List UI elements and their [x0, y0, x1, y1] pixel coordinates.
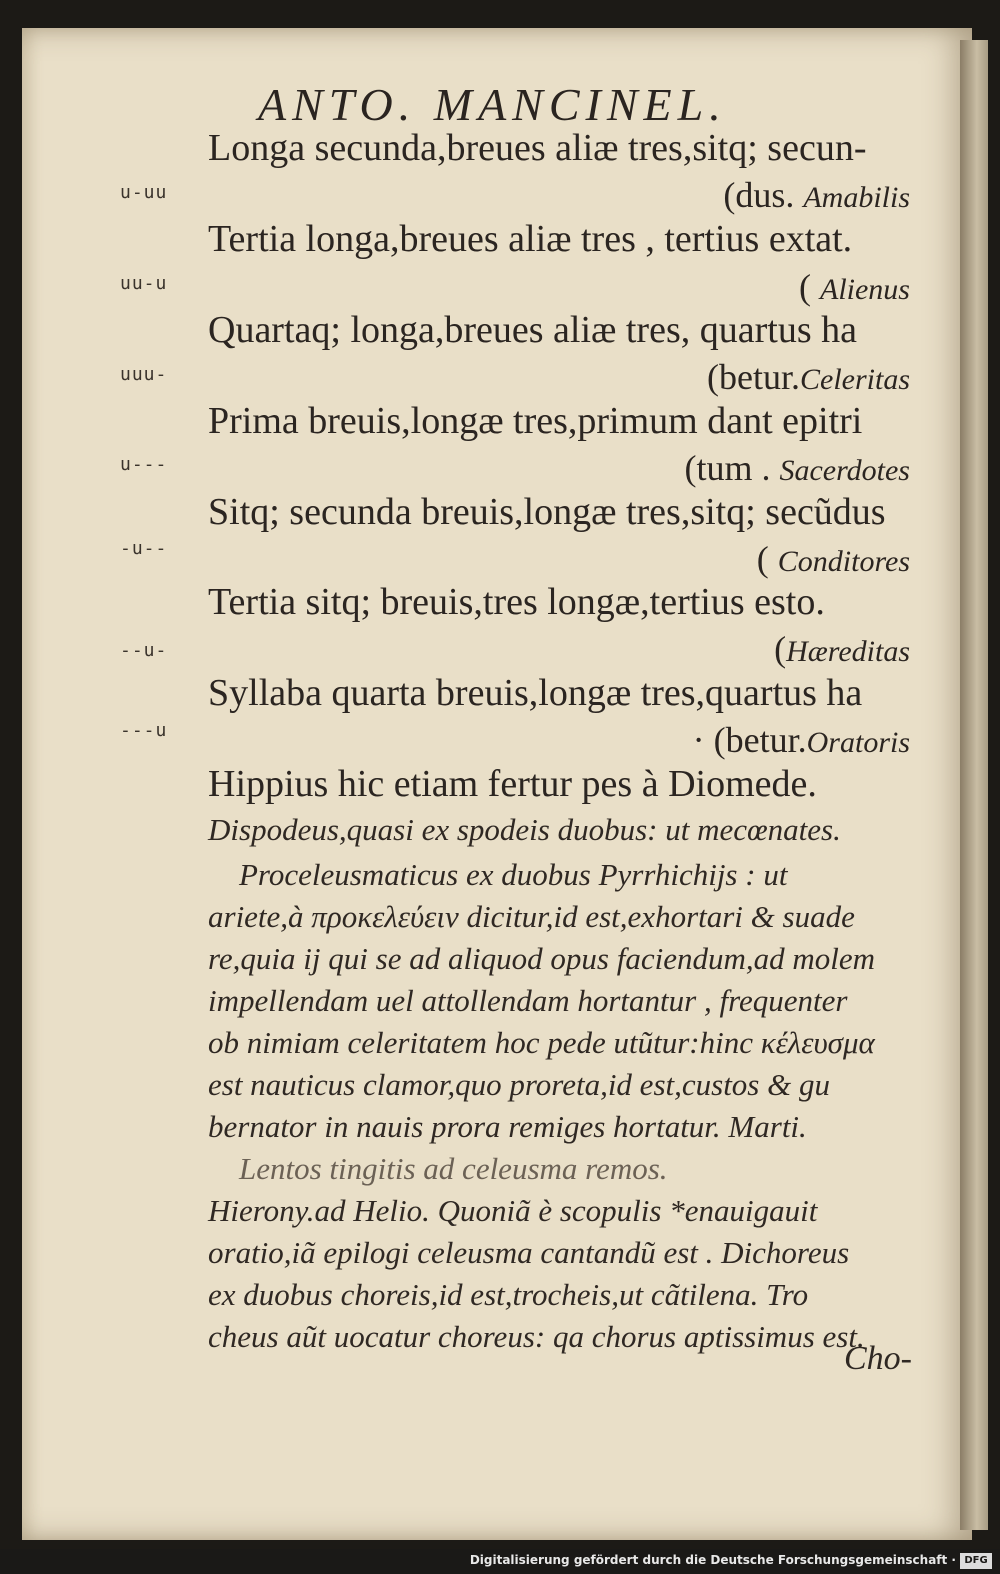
verse-line: Prima breuis,longæ tres,primum dant epitri [208, 400, 863, 442]
dfg-logo-icon: DFG [960, 1553, 992, 1569]
meter-mark: uuu- [120, 364, 168, 385]
commentary-line: ex duobus choreis,id est,trocheis,ut cãtilena. Tro [208, 1277, 809, 1312]
meter-mark: uu-u [120, 273, 168, 294]
example-word: Amabilis [803, 181, 910, 214]
footer-bar [0, 1549, 1000, 1574]
verse-line: Syllaba quarta breuis,longæ tres,quartus ha [208, 672, 863, 714]
commentary-line: Proceleusmaticus ex duobus Pyrrhichijs : ut [208, 857, 788, 892]
commentary-line: est nauticus clamor,quo proreta,id est,custos & gu [208, 1067, 830, 1102]
verse-overflow: (tum . Sacerdotes [684, 448, 910, 488]
example-word: Oratoris [806, 726, 910, 759]
verse-overflow: ( Conditores [756, 539, 910, 579]
commentary-line: Dispodeus,quasi ex spodeis duobus: ut mecœnates. [208, 812, 841, 847]
commentary-line: Hierony.ad Helio. Quoniã è scopulis *enauigauit [208, 1193, 818, 1228]
meter-mark: --u- [120, 640, 168, 661]
verse-overflow: ( Alienus [799, 267, 910, 307]
commentary-line: oratio,iã epilogi celeusma cantandũ est . Dichoreus [208, 1235, 850, 1270]
commentary-line: ariete,à προκελεύειν dicitur,id est,exhortari & suade [208, 899, 855, 934]
commentary-line: ob nimiam celeritatem hoc pede utũtur:hinc κέλευσμα [208, 1025, 875, 1060]
meter-mark: u--- [120, 454, 168, 475]
running-head: ANTO. MANCINEL. [258, 79, 727, 130]
verse-line: Tertia longa,breues aliæ tres , tertius extat. [208, 218, 853, 260]
commentary-line: re,quia ij qui se ad aliquod opus faciendum,ad molem [208, 941, 876, 976]
verse-line: Quartaq; longa,breues aliæ tres, quartus ha [208, 309, 857, 351]
verse-line: Tertia sitq; breuis,tres longæ,tertius esto. [208, 581, 825, 623]
commentary-line: bernator in nauis prora remiges hortatur. Marti. [208, 1109, 807, 1144]
example-word: Sacerdotes [779, 454, 910, 487]
example-word: Alienus [820, 273, 910, 306]
verse-line: Longa secunda,breues aliæ tres,sitq; secun- [208, 127, 867, 169]
meter-mark: ---u [120, 720, 168, 741]
verse-overflow: · (betur.Oratoris [692, 720, 910, 760]
verse-overflow: (dus. Amabilis [723, 175, 910, 215]
verse-overflow: (betur.Celeritas [707, 357, 910, 397]
page-edge [960, 40, 988, 1530]
footer-credit: Digitalisierung gefördert durch die Deutsche Forschungsgemeinschaft · [469, 1553, 956, 1567]
meter-mark: u-uu [120, 182, 168, 203]
verse-overflow: (Hæreditas [774, 629, 910, 669]
commentary-line: impellendam uel attollendam hortantur , frequenter [208, 983, 848, 1018]
commentary-line: Lentos tingitis ad celeusma remos. [208, 1151, 668, 1186]
example-word: Conditores [777, 545, 910, 578]
verse-line: Sitq; secunda breuis,longæ tres,sitq; secũdus [208, 491, 886, 533]
example-word: Celeritas [800, 363, 910, 396]
catchword: Cho- [844, 1340, 912, 1377]
verse-line: Hippius hic etiam fertur pes à Diomede. [208, 763, 817, 805]
example-word: Hæreditas [786, 635, 910, 668]
commentary-line: cheus aũt uocatur choreus: qa chorus aptissimus est. [208, 1319, 865, 1354]
meter-mark: -u-- [120, 538, 168, 559]
